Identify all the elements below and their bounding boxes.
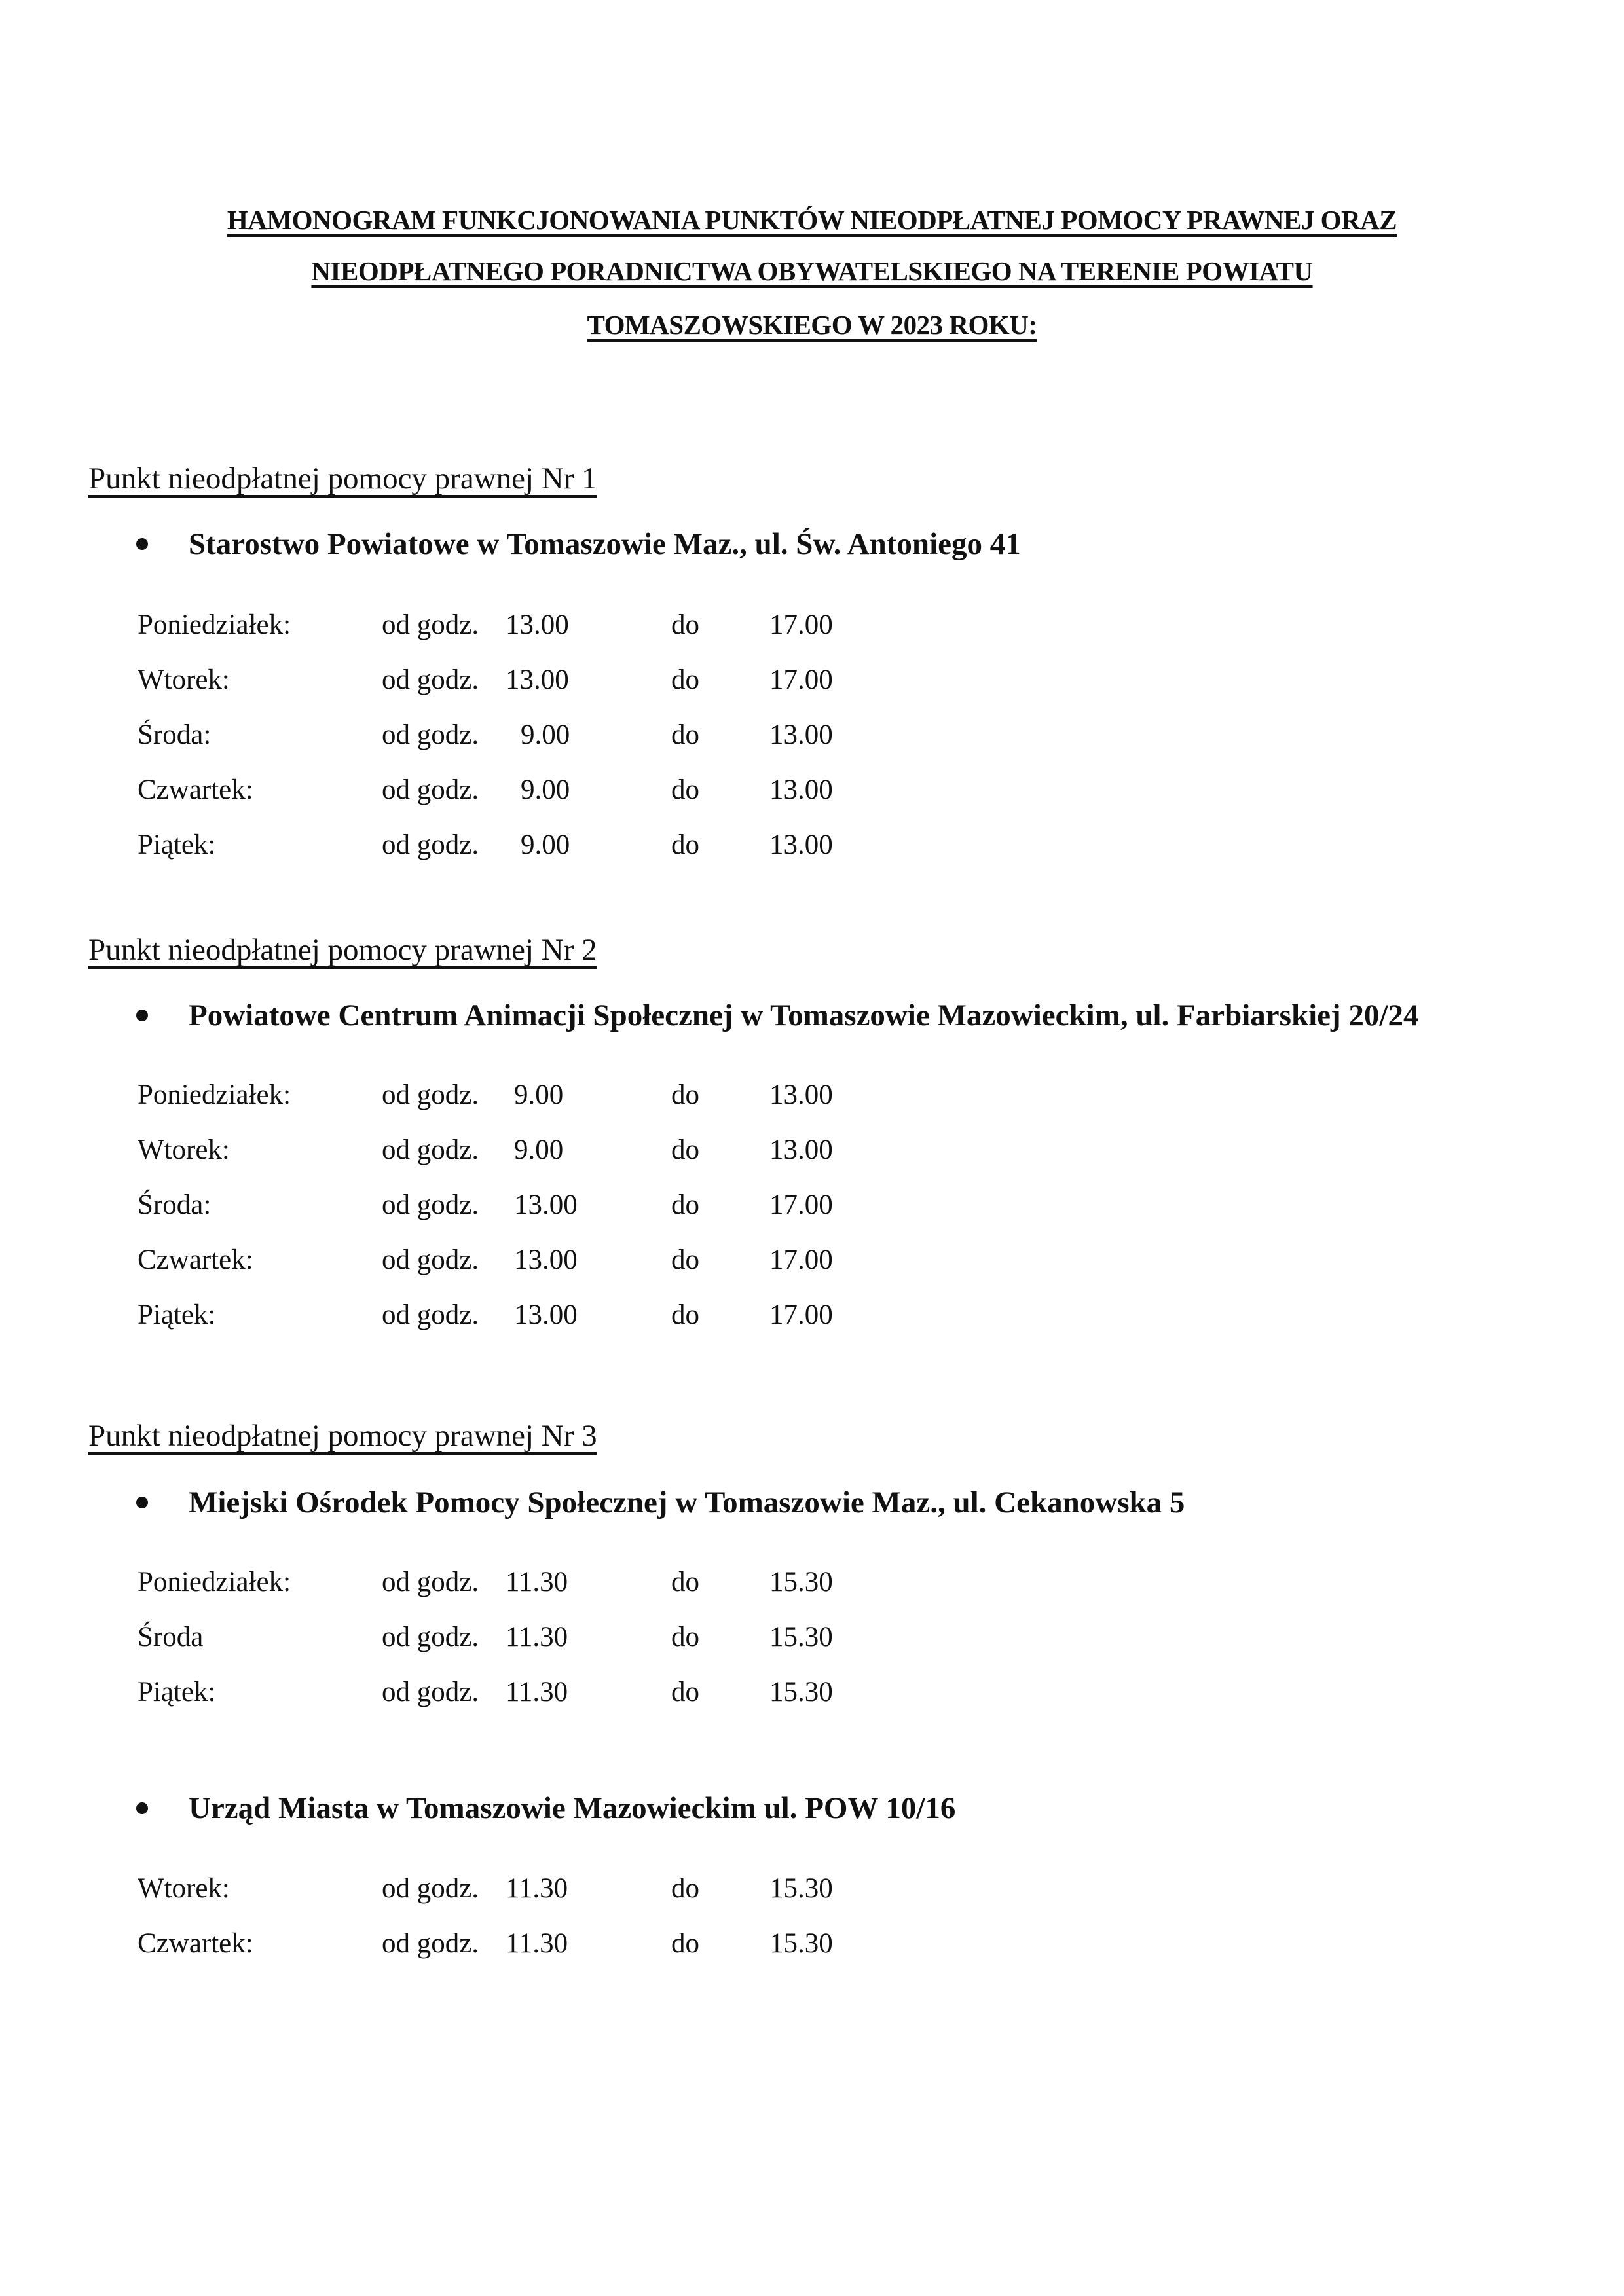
day-label: Czwartek: (138, 774, 253, 805)
from-label: od godz. (382, 1300, 479, 1330)
end-time: 13.00 (769, 1135, 833, 1165)
schedule-row (0, 664, 917, 703)
day-label: Środa: (138, 720, 212, 750)
to-label: do (671, 1190, 699, 1220)
to-label: do (671, 665, 699, 695)
from-label: od godz. (382, 1190, 479, 1220)
from-label: od godz. (382, 829, 479, 860)
schedule-row (0, 1299, 917, 1338)
from-label: od godz. (382, 1080, 479, 1110)
start-time: 13.00 (514, 1190, 578, 1220)
from-label: od godz. (382, 774, 479, 805)
start-time: 13.00 (514, 1245, 578, 1275)
section-heading-2: Punkt nieodpłatnej pomocy prawnej Nr 2 (88, 933, 597, 967)
from-label: od godz. (382, 1245, 479, 1275)
schedule-row (0, 1676, 917, 1715)
end-time: 15.30 (769, 1873, 833, 1904)
from-label: od godz. (382, 610, 479, 640)
document-title-line-3 (0, 309, 1624, 340)
bullet-icon (136, 1497, 148, 1508)
end-time: 17.00 (769, 1300, 833, 1330)
day-label: Czwartek: (138, 1928, 253, 1959)
start-time: 9.00 (514, 1135, 564, 1165)
from-label: od godz. (382, 1622, 479, 1652)
from-label: od godz. (382, 1928, 479, 1959)
schedule-row (0, 1927, 917, 1967)
end-time: 15.30 (769, 1928, 833, 1959)
location-name: Starostwo Powiatowe w Tomaszowie Maz., ul. Św. Antoniego 41 (189, 527, 1021, 561)
schedule-row (0, 1189, 917, 1228)
day-label: Poniedziałek: (138, 1080, 291, 1110)
day-label: Piątek: (138, 1677, 216, 1707)
location-name: Powiatowe Centrum Animacji Społecznej w Tomaszowie Mazowieckim, ul. Farbiarskiej 20/24 (189, 998, 1419, 1032)
schedule-row (0, 774, 917, 813)
day-label: Czwartek: (138, 1245, 253, 1275)
schedule-row (0, 1244, 917, 1283)
from-label: od godz. (382, 720, 479, 750)
to-label: do (671, 1135, 699, 1165)
bullet-icon (136, 1802, 148, 1814)
start-time: 9.00 (521, 720, 570, 750)
start-time: 11.30 (506, 1928, 568, 1959)
location-name: Urząd Miasta w Tomaszowie Mazowieckim ul. POW 10/16 (189, 1791, 956, 1825)
to-label: do (671, 1873, 699, 1904)
title-text-1: HAMONOGRAM FUNKCJONOWANIA PUNKTÓW NIEODPŁATNEJ POMOCY PRAWNEJ ORAZ (227, 205, 1397, 235)
to-label: do (671, 1622, 699, 1652)
day-label: Piątek: (138, 829, 216, 860)
start-time: 11.30 (506, 1873, 568, 1904)
to-label: do (671, 1677, 699, 1707)
day-label: Wtorek: (138, 665, 230, 695)
start-time: 9.00 (514, 1080, 564, 1110)
to-label: do (671, 829, 699, 860)
day-label: Piątek: (138, 1300, 216, 1330)
schedule-row (0, 829, 917, 868)
end-time: 13.00 (769, 1080, 833, 1110)
end-time: 13.00 (769, 829, 833, 860)
title-text-3: TOMASZOWSKIEGO W 2023 ROKU: (587, 310, 1037, 340)
end-time: 13.00 (769, 720, 833, 750)
document-title-line-2 (0, 255, 1624, 287)
to-label: do (671, 1928, 699, 1959)
schedule-row (0, 719, 917, 758)
bullet-icon (136, 1010, 148, 1021)
to-label: do (671, 1300, 699, 1330)
end-time: 17.00 (769, 1245, 833, 1275)
start-time: 11.30 (506, 1677, 568, 1707)
schedule-row (0, 609, 917, 648)
start-time: 11.30 (506, 1567, 568, 1597)
to-label: do (671, 610, 699, 640)
end-time: 15.30 (769, 1567, 833, 1597)
to-label: do (671, 1080, 699, 1110)
start-time: 13.00 (514, 1300, 578, 1330)
schedule-row (0, 1566, 917, 1605)
end-time: 13.00 (769, 774, 833, 805)
section-heading-3: Punkt nieodpłatnej pomocy prawnej Nr 3 (88, 1419, 597, 1453)
to-label: do (671, 774, 699, 805)
start-time: 9.00 (521, 829, 570, 860)
document-title-line-1 (0, 204, 1624, 236)
from-label: od godz. (382, 1135, 479, 1165)
day-label: Środa (138, 1622, 204, 1652)
to-label: do (671, 1245, 699, 1275)
start-time: 9.00 (521, 774, 570, 805)
start-time: 13.00 (506, 610, 569, 640)
end-time: 17.00 (769, 665, 833, 695)
from-label: od godz. (382, 1677, 479, 1707)
section-heading-1: Punkt nieodpłatnej pomocy prawnej Nr 1 (88, 462, 597, 496)
end-time: 15.30 (769, 1622, 833, 1652)
to-label: do (671, 1567, 699, 1597)
start-time: 11.30 (506, 1622, 568, 1652)
schedule-row (0, 1134, 917, 1173)
start-time: 13.00 (506, 665, 569, 695)
bullet-icon (136, 538, 148, 550)
title-text-2: NIEODPŁATNEGO PORADNICTWA OBYWATELSKIEGO NA TERENIE POWIATU (311, 256, 1313, 286)
from-label: od godz. (382, 665, 479, 695)
day-label: Poniedziałek: (138, 610, 291, 640)
day-label: Wtorek: (138, 1873, 230, 1904)
to-label: do (671, 720, 699, 750)
from-label: od godz. (382, 1873, 479, 1904)
schedule-row (0, 1872, 917, 1912)
schedule-row (0, 1079, 917, 1118)
end-time: 15.30 (769, 1677, 833, 1707)
from-label: od godz. (382, 1567, 479, 1597)
end-time: 17.00 (769, 610, 833, 640)
day-label: Poniedziałek: (138, 1567, 291, 1597)
location-name: Miejski Ośrodek Pomocy Społecznej w Tomaszowie Maz., ul. Cekanowska 5 (189, 1485, 1185, 1520)
day-label: Wtorek: (138, 1135, 230, 1165)
day-label: Środa: (138, 1190, 212, 1220)
schedule-row (0, 1621, 917, 1660)
end-time: 17.00 (769, 1190, 833, 1220)
